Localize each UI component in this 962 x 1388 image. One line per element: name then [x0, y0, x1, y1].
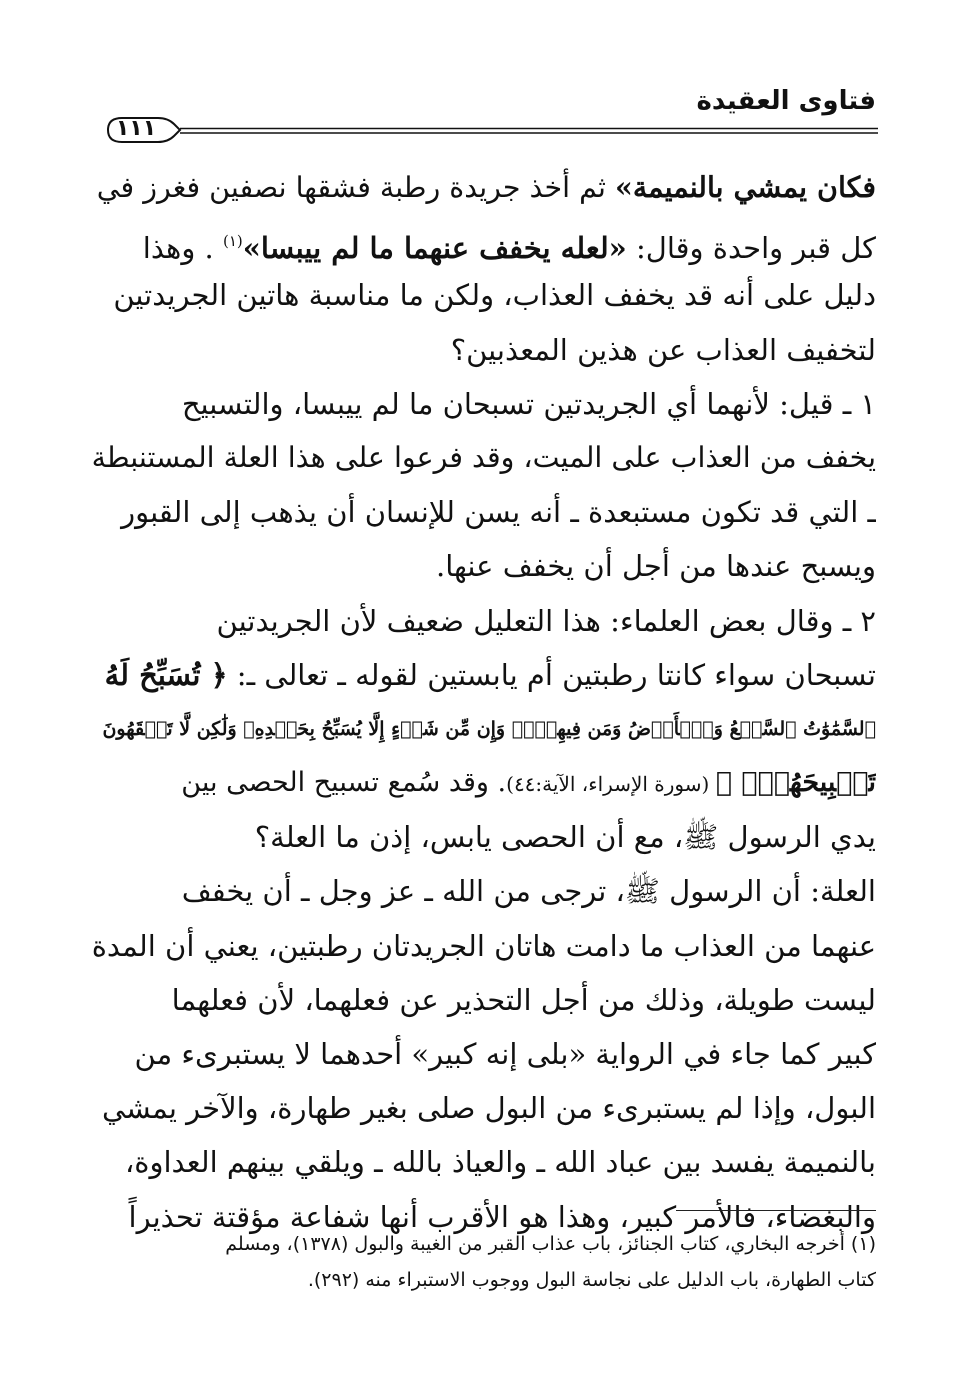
text-run: ليست طويلة، وذلك من أجل التحذير عن فعلهما، لأن فعلهما: [171, 982, 876, 1017]
text-run: كل قبر واحدة وقال:: [626, 231, 876, 266]
footnote-separator: [676, 1210, 876, 1211]
text-run: ٱلسَّمَٰوَٰتُ ٱلسَّبۡعُ وَٱلۡأَرۡضُ وَمَن فِيهِنَّۚ وَإِن مِّن شَيۡءٍ إِلَّا يُسَبِّحُ بِحَمۡدِهِۦ وَلَٰكِن لَّا تَفۡقَهُونَ: [102, 717, 876, 740]
footnote-line: (١) أخرجه البخاري، كتاب الجنائز، باب عذاب القبر من الغيبة والبول (١٣٧٨)، ومسلم: [225, 1233, 876, 1255]
text-run: تَسۡبِيحَهُمۡۚ ﴾: [715, 767, 876, 799]
text-run: . وهذا: [142, 231, 223, 266]
text-run: ﴿ تُسَبِّحُ لَهُ: [104, 657, 228, 692]
text-run: ثم أخذ جريدة رطبة فشقها نصفين فغرز في: [96, 171, 616, 204]
text-run: كبير كما جاء في الرواية «بلى إنه كبير» أحدهما لا يستبرىء من: [134, 1037, 876, 1071]
text-run: البول، وإذا لم يستبرىء من البول صلى بغير طهارة، والآخر يمشي: [102, 1091, 876, 1126]
text-line: [86, 268, 876, 322]
text-line: [86, 1081, 876, 1135]
quran-verse-line: [86, 702, 876, 756]
text-run: ٢ ـ وقال بعض العلماء: هذا التعليل ضعيف لأن الجريدتين: [216, 603, 876, 638]
verse-citation: (سورة الإسراء، الآية:٤٤): [506, 772, 716, 797]
text-run: ـ التي قد تكون مستبعدة ـ أنه يسن للإنسان أن يذهب إلى القبور: [121, 495, 876, 530]
text-run: ١ ـ قيل: لأنهما أي الجريدتين تسبحان ما لم ييبسا، والتسبيح: [181, 386, 876, 421]
text-line: [86, 919, 876, 973]
footnote-line: كتاب الطهارة، باب الدليل على نجاسة البول ووجوب الاستبراء منه (٢٩٢).: [307, 1269, 876, 1291]
text-run: دليل على أنه قد يخفف العذاب، ولكن ما مناسبة هاتين الجريدتين: [113, 278, 876, 313]
text-line: [86, 973, 876, 1027]
page-number: ١١١: [115, 116, 157, 141]
text-run: لتخفيف العذاب عن هذين المعذبين؟: [450, 332, 876, 367]
text-run: والبغضاء، فالأمر كبير، وهذا هو الأقرب أنها شفاعة مؤقتة تحذيراً: [128, 1199, 876, 1234]
text-run: يدي الرسول ﷺ، مع أن الحصى يابس، إذن ما العلة؟: [254, 820, 876, 855]
text-line: [86, 160, 876, 214]
text-run: يخفف من العذاب على الميت، وقد فرعوا على هذا العلة المستنبطة: [91, 440, 876, 474]
text-run: «لعله يخفف عنهما ما لم ييبسا»: [242, 231, 627, 266]
text-line: [86, 431, 876, 485]
text-line: [86, 323, 876, 377]
text-line: [86, 214, 876, 268]
text-line: [86, 864, 876, 918]
text-line: [86, 485, 876, 539]
header-rule: [100, 112, 878, 148]
text-run: تسبحان سواء كانتا رطبتين أم يابستين لقوله ـ تعالى ـ:: [227, 657, 876, 692]
footnote-ref: (١): [223, 232, 243, 251]
footnotes: [86, 1226, 876, 1298]
running-title: فتاوى العقيدة: [696, 86, 876, 116]
body-text: [86, 160, 876, 1244]
text-line: [86, 1135, 876, 1189]
text-run: فكان يمشي بالنميمة»: [615, 170, 876, 204]
text-line: [86, 539, 876, 593]
quran-verse-line: [86, 756, 876, 810]
text-run: ويسبح عندها من أجل أن يخفف عنها.: [436, 549, 876, 584]
text-line: [86, 810, 876, 864]
text-line: [86, 594, 876, 648]
text-run: . وقد سُمع تسبيح الحصى بين: [181, 767, 507, 799]
text-run: العلة: أن الرسول ﷺ، ترجى من الله ـ عز وجل ـ أن يخفف: [181, 874, 876, 909]
text-run: بالنميمة يفسد بين عباد الله ـ والعياذ بالله ـ ويلقي بينهم العداوة،: [124, 1145, 876, 1180]
text-line: [86, 377, 876, 431]
text-line: [86, 1027, 876, 1081]
text-line: [86, 648, 876, 702]
text-run: عنهما من العذاب ما دامت هاتان الجريدتان رطبتين، يعني أن المدة: [91, 928, 876, 963]
